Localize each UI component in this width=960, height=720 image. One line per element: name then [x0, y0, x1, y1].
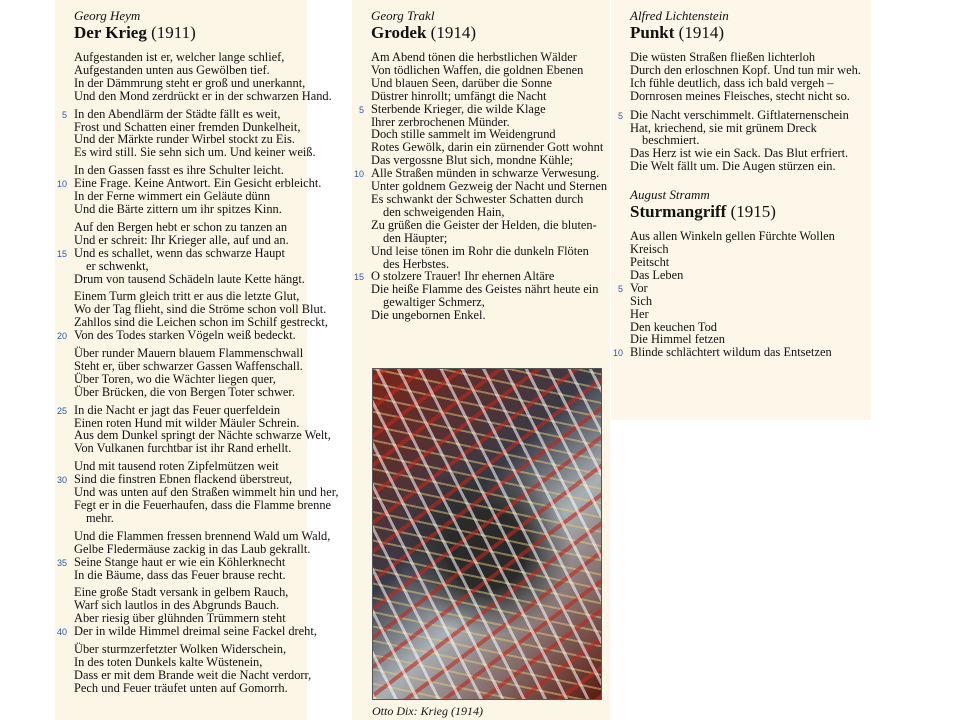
line-number: 10 [612, 348, 623, 359]
poem-line-text: Steht er, über schwarzer Gassen Waffenschall. [74, 358, 303, 373]
poem-line [630, 90, 871, 103]
poem-line-text: Seine Stange haut er wie ein Köhlerknecht [74, 554, 286, 569]
poem-line-text: In den Abendlärm der Städte fällt es weit, [74, 106, 281, 121]
poem-stanza [56, 528, 331, 582]
poem-year: (1915) [730, 202, 776, 222]
poem-stanza [56, 402, 331, 456]
poem-title [630, 23, 871, 43]
poem-line-text: Wo der Tag flieht, sind die Ströme schon voll Blut. [74, 302, 327, 317]
poem-author: Georg Trakl [371, 8, 435, 23]
poem-line-text: den Häupter; [383, 230, 448, 245]
poem-line-text: mehr. [86, 510, 114, 525]
poem-line-text: Das vergossne Blut sich, mondne Kühle; [371, 153, 574, 168]
poem-line [74, 569, 307, 582]
poem-line [617, 280, 871, 295]
poem-line-text: er schwenkt, [86, 258, 149, 273]
poem-line-text: Eine große Stadt versank in gelbem Rauch, [74, 585, 289, 600]
poem-line-text: Rotes Gewölk, darin ein zürnender Gott wohnt [371, 140, 604, 155]
poem-title-text: Der Krieg [74, 23, 147, 42]
poem-stanza [56, 289, 328, 343]
poem-line [630, 160, 871, 173]
poem-line-text: In die Bäume, dass das Feuer brause recht. [74, 567, 286, 582]
poem-line-text: Von Vulkanen furchtbar ist ihr Rand erhellt. [74, 441, 292, 456]
poem-title [630, 202, 871, 222]
line-number: 15 [353, 272, 364, 283]
poem-stanza [74, 347, 307, 399]
poem-line [74, 682, 307, 695]
poem-year: (1914) [678, 23, 724, 42]
poem-line [56, 328, 307, 343]
line-number: 5 [61, 109, 67, 120]
poem-line-text: Und die Flammen fressen brennend Wald um Wald, [74, 528, 331, 543]
poem-line-text: In die Nacht er jagt das Feuer querfeldein [74, 402, 281, 417]
poem-line-text: Und er schreit: Ihr Krieger alle, auf und an. [74, 232, 289, 247]
poem-body [56, 50, 339, 695]
poem-line-text: O stolzere Trauer! Ihr ehernen Altäre [371, 269, 555, 284]
poem-line-text: Über Toren, wo die Wächter liegen quer, [74, 371, 276, 386]
poem-line-text: Zu grüßen die Geister der Helden, die bluten- [371, 217, 597, 232]
poem-line-text: gewaltiger Schmerz, [383, 295, 485, 310]
poem-line-text: Es schwankt der Schwester Schatten durch [371, 191, 584, 206]
poem-line-text: Aufgestanden unten aus Gewölben tief. [74, 62, 270, 77]
poem-line [74, 386, 307, 399]
poem-stanza [74, 642, 312, 695]
poem-line-text: Zahllos sind die Leichen schon im Schilf gestreckt, [74, 315, 328, 330]
poem-author: August Stramm [630, 187, 710, 203]
line-number: 20 [56, 331, 67, 342]
poem-line-text: Und die Bärte zittern um ihr spitzes Kinn. [74, 201, 282, 216]
poem-line-text: Und den Mond zerdrückt er in der schwarzen Hand. [74, 88, 332, 103]
poem-line-text: Pech und Feuer träufet unten auf Gomorrh. [74, 680, 288, 695]
poem-line [74, 145, 316, 160]
poem-stanza [74, 50, 332, 103]
poem-line [371, 309, 610, 322]
poem-line-text: In der Dämmrung steht er groß und unerkannt, [74, 75, 306, 90]
poem-line-text: Es wird still. Sie sehn sich um. Und keiner weiß. [74, 145, 316, 160]
poem-line-text: Die Welt fällt um. Die Augen stürzen ein. [630, 159, 836, 174]
poem-line-text: Das Herz ist wie ein Sack. Das Blut erfriert. [630, 146, 849, 161]
poem-line-text: Blinde schlächtert wildum das Entsetzen [630, 345, 832, 360]
poem-line-text: Her [630, 306, 649, 321]
poem-line [74, 203, 307, 216]
poem-stanza [61, 106, 316, 160]
poem-body [353, 50, 610, 323]
poem-line-text: Drum von tausend Schädeln laute Kette hängt. [74, 271, 305, 286]
poem-line-text: Aber riesig über glühnden Trümmern steht [74, 611, 286, 626]
poem-line-text: Die heiße Flamme des Geistes nährt heute ein [371, 282, 599, 297]
poem-line-text: beschmiert. [642, 133, 700, 148]
poem-year: (1911) [151, 23, 196, 42]
poem-line-text: Und blauen Seen, darüber die Sonne [371, 75, 552, 90]
poem-line-text: Aus dem Dunkel springt der Nächte schwarze Welt, [74, 428, 331, 443]
poem-body [612, 229, 871, 360]
poem-line [56, 624, 317, 639]
line-number: 40 [56, 627, 67, 638]
poem-line-text: Warf sich lautlos in des Abgrunds Bauch. [74, 598, 280, 613]
line-number: 5 [358, 104, 364, 115]
poem-line-text: Der in wilde Himmel dreimal seine Fackel dreht, [74, 624, 317, 639]
line-number: 10 [353, 169, 364, 180]
poem-line-text: Sterbende Krieger, die wilde Klage [371, 101, 546, 116]
poem-line-text: Einen roten Hund mit wilder Mäuler Schrein. [74, 415, 300, 430]
poem-line-text: Vor [630, 280, 648, 295]
poem-line-text: Dornrosen meines Fleisches, stecht nicht so. [630, 88, 850, 103]
line-number: 30 [56, 475, 67, 486]
poem-line-text: Dass er mit dem Brande weit die Nacht verdorr, [74, 667, 312, 682]
poem-line-text: Unter goldnem Gezweig der Nacht und Sternen [371, 179, 608, 194]
painting-image [372, 368, 602, 700]
poem-line-text: Sind die finstren Ebnen flackend überstreut, [74, 472, 293, 487]
poem-line-text: Gelbe Fledermäuse zackig in das Laub gekrallt. [74, 541, 311, 556]
poem-line-text: In den Gassen fasst es ihre Schulter leicht. [74, 163, 284, 178]
line-number: 15 [56, 248, 67, 259]
poem-title-text: Sturmangriff [630, 202, 727, 222]
poem-stanza [56, 219, 307, 286]
poem-line-text: Aus allen Winkeln gellen Fürchte Wollen [630, 229, 835, 244]
line-number: 5 [617, 283, 623, 294]
poem-line [74, 88, 332, 103]
poem-stanza [56, 163, 322, 216]
line-number: 35 [56, 557, 67, 568]
poem-line-text: Die wüsten Straßen fließen lichterloh [630, 50, 816, 64]
poem-line [630, 269, 871, 282]
poem-line-text: Fegt er in die Feuerhaufen, dass die Flamme brenne [74, 498, 332, 512]
poem-line-text: Peitscht [630, 254, 670, 269]
poem-line-text: des Herbstes. [383, 256, 450, 271]
poem-line-text: Die Nacht verschimmelt. Giftlaternenschein [630, 107, 849, 122]
line-number: 5 [617, 110, 623, 121]
poem-line-text: Über Brücken, die von Bergen Toter schwer. [74, 384, 295, 399]
poem-line-text: Und was unten auf den Straßen wimmelt hin und her, [74, 485, 339, 500]
poem-line-text: Ihrer zerbrochenen Münder. [371, 114, 510, 129]
poem-line-text: Und mit tausend roten Zipfelmützen weit [74, 459, 279, 474]
poem-line-text: Über runder Mauern blauem Flammenschwall [74, 346, 304, 361]
poem-line-text: In der Ferne wimmert ein Geläute dünn [74, 189, 271, 204]
poem-line-text: Sich [630, 293, 653, 308]
poem-author: Georg Heym [74, 8, 141, 23]
poem-line-text: Die Himmel fetzen [630, 332, 725, 347]
poem-line-text: Durch den erloschnen Kopf. Und tun mir weh. [630, 62, 861, 77]
poem-line-text: Frost und Schatten einer fremden Dunkelheit, [74, 119, 301, 134]
poem-line [74, 512, 307, 525]
poem-line-text: In des toten Dunkels kalte Wüstenein, [74, 654, 263, 669]
poem-line-text: Über sturmzerfetzter Wolken Widerschein, [74, 642, 287, 657]
poem-line [630, 295, 871, 308]
poem-line-text: Am Abend tönen die herbstlichen Wälder [371, 50, 577, 64]
line-number: 10 [56, 179, 67, 190]
poem-line-text: Einem Turm gleich tritt er aus die letzte Glut, [74, 289, 300, 304]
poem-stanza [56, 585, 317, 639]
poem-line-text: Und leise tönen im Rohr die dunkeln Flöten [371, 243, 589, 258]
poem-line [74, 273, 307, 286]
poem-title-text: Punkt [630, 23, 675, 42]
poem-line [612, 345, 871, 360]
poem-title [371, 23, 610, 43]
poem-line-text: Ich fühle deutlich, dass ich bald vergeh – [630, 75, 834, 90]
poem-line-text: Kreisch [630, 242, 669, 257]
poem-title [74, 23, 307, 43]
poem-line [74, 442, 307, 455]
poem-line-text: Und der Märkte runder Wirbel stockt zu Eis. [74, 132, 295, 147]
poem-author: Alfred Lichtenstein [630, 8, 729, 23]
poem-title-text: Grodek [371, 23, 427, 42]
painting-caption: Otto Dix: Krieg (1914) [372, 704, 483, 718]
poem-body [617, 50, 871, 174]
poem-line-text: Alle Straßen münden in schwarze Verwesung. [371, 166, 600, 181]
poem-line-text: Und es schallet, wenn das schwarze Haupt [74, 245, 285, 260]
poem-line-text: Eine Frage. Keine Antwort. Ein Gesicht erbleicht. [74, 176, 322, 191]
poem-line-text: Den keuchen Tod [630, 319, 717, 334]
poem-line-text: Von des Todes starken Vögeln weiß bedeckt. [74, 328, 296, 343]
poem-line-text: den schweigenden Hain, [383, 204, 505, 219]
poem-line-text: Das Leben [630, 267, 684, 282]
poem-line-text: Düstrer hinrollt; umfängt die Nacht [371, 88, 547, 103]
poem-line-text: Hat, kriechend, sie mit grünem Dreck [630, 120, 817, 135]
poem-line-text: Von tödlichen Waffen, die goldnen Ebenen [371, 62, 584, 77]
line-number: 25 [56, 405, 67, 416]
poem-line-text: Auf den Bergen hebt er schon zu tanzen an [74, 219, 288, 234]
poem-line-text: Aufgestanden ist er, welcher lange schlief, [74, 50, 285, 64]
poem-column-lichtenstein-stramm [611, 0, 871, 420]
poem-line-text: Doch stille sammelt im Weidengrund [371, 127, 556, 142]
poem-line-text: Die ungebornen Enkel. [371, 308, 486, 323]
poem-year: (1914) [430, 23, 476, 42]
poem-column-heym [55, 0, 339, 720]
poem-stanza [56, 459, 339, 525]
